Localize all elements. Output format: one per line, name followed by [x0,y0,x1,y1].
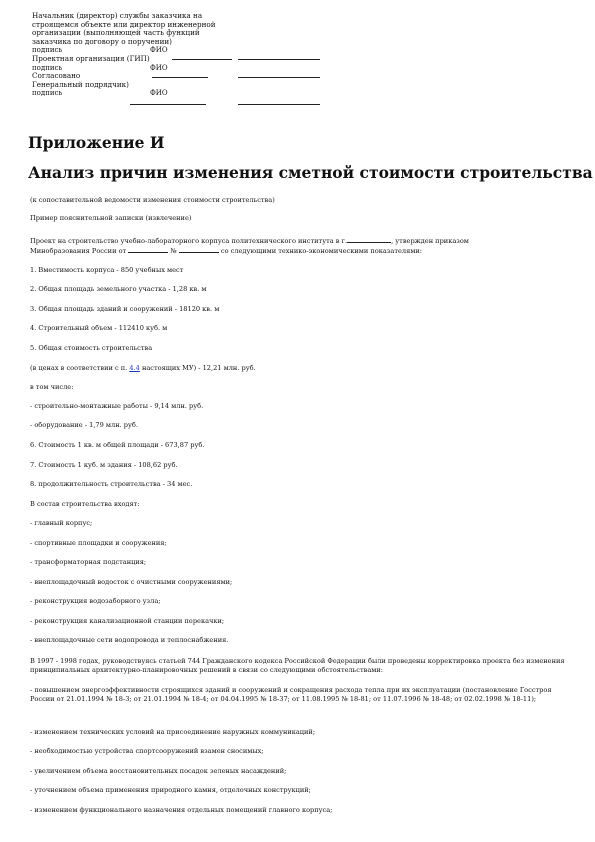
indicator-item: 8. продолжительность строительства - 34 мес. [30,480,193,488]
signature-caption: подпись [32,89,63,98]
fio-caption: ФИО [150,46,168,55]
composition-item: - реконструкция водозаборного узла; [30,597,161,605]
fio-caption: ФИО [150,89,168,98]
date-blank [128,246,168,253]
signature-caption: подпись [32,63,63,72]
indicator-item: 2. Общая площадь земельного участка - 1,28 кв. м [30,285,207,293]
composition-item: - внеплощадочный водосток с очистными сооружениями; [30,578,233,586]
indicator-item: 3. Общая площадь зданий и сооружений - 18120 кв. м [30,305,220,313]
indicator-item: 4. Строительный объем - 112410 куб. м [30,324,168,332]
indicator-subitem: - строительно-монтажные работы - 9,14 млн. руб. [30,402,204,410]
example-title: Пример пояснительной записки (извлечение) [30,214,192,222]
intro-paragraph: Проект на строительство учебно-лабораторного корпуса политехнического института в г. , утвержден приказом Минобразования России от № со следующими технико-экономическими показателями: [30,237,469,255]
indicator-item: 6. Стоимость 1 кв. м общей площади - 673,87 руб. [30,441,205,449]
fio-line [238,59,320,60]
number-blank [179,246,219,253]
including-label: в том числе: [30,383,74,391]
fio-line [238,77,320,78]
signature-line [152,77,208,78]
subtitle: (к сопоставительной ведомости изменения стоимости строительства) [30,196,275,204]
reason-item: - увеличением объема восстановительных посадок зеленых насаждений; [30,767,287,775]
reason-item: - изменением технических условий на присоединение наружных коммуникаций; [30,728,316,736]
composition-item: - главный корпус; [30,519,93,527]
indicator-item: 1. Вместимость корпуса - 850 учебных мест [30,266,184,274]
indicator-subitem: - оборудование - 1,79 млн. руб. [30,421,138,429]
composition-item: - реконструкция канализационной станции перекачки; [30,617,225,625]
agreed-label: Согласовано [32,71,81,81]
signature-text-line: организации (выполняющей часть функций [32,28,200,38]
signature-line [172,59,232,60]
signature-block [32,12,332,98]
main-title: Анализ причин изменения сметной стоимости строительства [28,163,593,182]
reason-item: - повышением энергоэффективности строящихся зданий и сооружений и сокращения расхода тепла при их эксплуатации (постановление Госстроя России от 21.01.1994 № 18-3; от 21.01.1994 № 18-4; от 04.04.1995 № 18-37; от 11.08.1995 № 18-81; от 11.07.1996 № 18-48; от 02.02.1998 № 18-11); [30,686,552,703]
composition-item: - спортивные площадки и сооружения; [30,539,167,547]
signature-line [130,104,206,105]
appendix-title: Приложение И [28,133,165,152]
indicator-note: (в ценах в соответствии с п. 4.4 настоящих МУ) - 12,21 млн. руб. [30,364,256,372]
signature-text-line: Начальник (директор) службы заказчика на [32,11,203,20]
signature-caption: подпись [32,46,63,55]
indicator-item: 5. Общая стоимость строительства [30,344,153,352]
city-blank [347,236,391,243]
fio-caption: ФИО [150,63,168,72]
signature-text-line: заказчика по договору о поручении) [32,36,172,46]
composition-item: - трансформаторная подстанция; [30,558,147,566]
correction-paragraph: В 1997 - 1998 годах, руководствуясь статьей 744 Гражданского кодекса Российской Федерации были проведены корректировка проекта без изменения принципиальных архитектурно-планировочных решений в связи со следующими обстоятельствами: [30,657,565,674]
signature-text-line: Генеральный подрядчик) [32,79,129,89]
indicator-item: 7. Стоимость 1 куб. м здания - 108,62 руб. [30,461,178,469]
signature-text-line: строящемся объекте или директор инженерной [32,19,216,29]
reason-item: - необходимостью устройства спортсооружений взамен сносимых; [30,747,264,755]
reason-item: - изменением функционального назначения отдельных помещений главного корпуса; [30,806,333,814]
signature-text-line: Проектная организация (ГИП) [32,53,150,63]
composition-item: - внеплощадочные сети водопровода и теплоснабжения. [30,636,229,644]
composition-intro: В состав строительства входят: [30,500,140,508]
fio-line [238,104,320,105]
reason-item: - уточнением объема применения природного камня, отделочных конструкций; [30,786,311,794]
clause-link[interactable]: 4.4 [129,364,140,372]
